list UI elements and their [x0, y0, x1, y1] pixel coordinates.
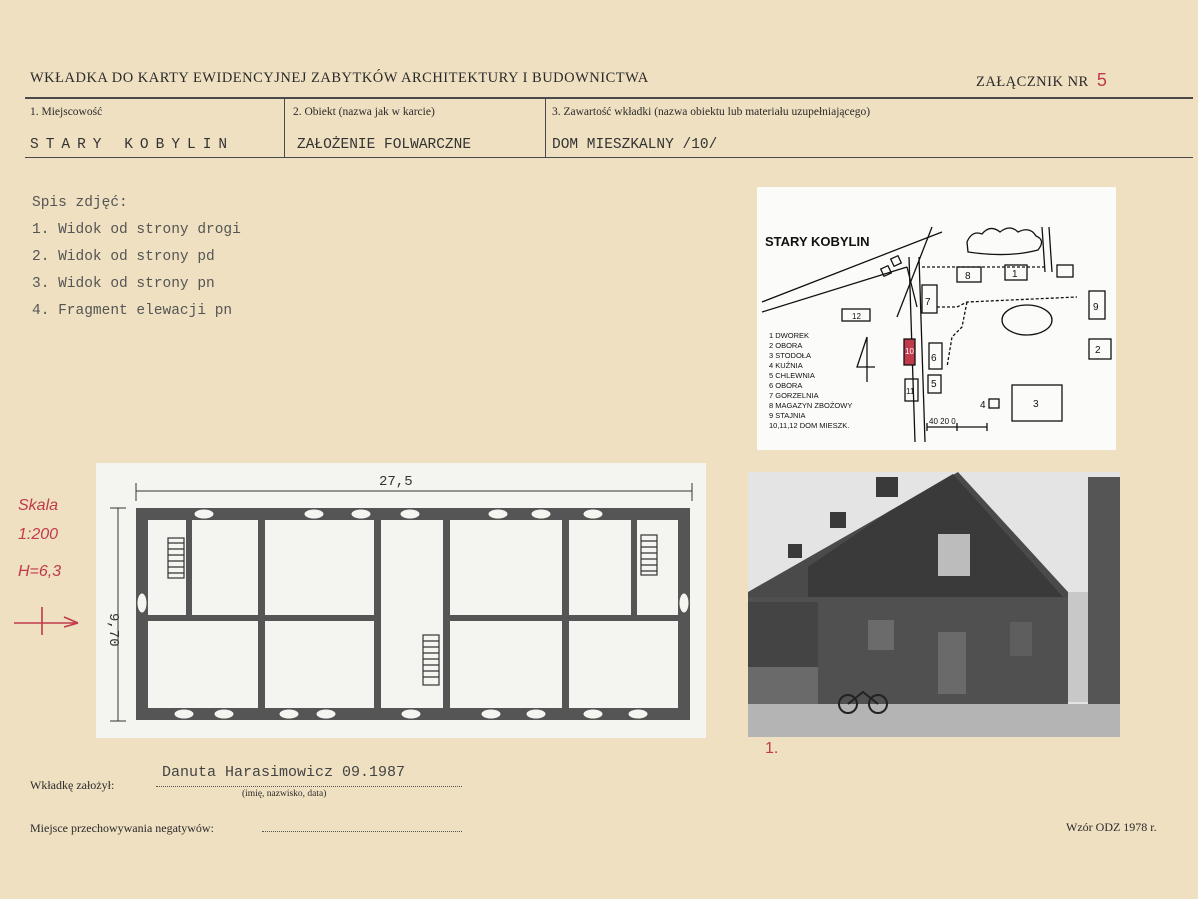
- author-label: Wkładkę założył:: [30, 778, 115, 792]
- site-plan: [757, 187, 1116, 450]
- photo-list-item: 3. Widok od strony pn: [32, 276, 215, 292]
- width-dimension: 27,5: [379, 474, 413, 490]
- legend-item: 4 KUŹNIA: [769, 361, 803, 370]
- building-photo-image: [748, 472, 1120, 737]
- content-label: 3. Zawartość wkładki (nazwa obiektu lub materiału uzupełniającego): [552, 106, 871, 118]
- legend-item: 7 GORZELNIA: [769, 391, 819, 400]
- author-hint: (imię, nazwisko, data): [242, 789, 327, 799]
- site-plan-scale: 40 20 0: [929, 417, 956, 426]
- legend-item: 8 MAGAZYN ZBOŻOWY: [769, 401, 853, 410]
- photo-list-item: 2. Widok od strony pd: [32, 249, 215, 265]
- depth-dimension: 9,70: [105, 613, 121, 647]
- header-rule: [25, 97, 1193, 99]
- object-value: ZAŁOŻENIE FOLWARCZNE: [297, 137, 472, 153]
- negatives-label: Miejsce przechowywania negatywów:: [30, 821, 214, 835]
- building-photo: [748, 472, 1120, 737]
- negatives-line: [262, 831, 462, 832]
- legend-item: 3 STODOŁA: [769, 351, 811, 360]
- svg-text:7: 7: [925, 297, 931, 308]
- svg-text:5: 5: [931, 379, 937, 390]
- attachment-header: [976, 70, 1107, 91]
- photo-caption: 1.: [765, 740, 779, 757]
- site-plan-drawing: [757, 187, 1116, 450]
- field-divider-2: [545, 99, 546, 157]
- fields-rule: [25, 157, 1193, 158]
- legend-item: 10,11,12 DOM MIESZK.: [769, 421, 850, 430]
- scale-label: Skala: [18, 497, 59, 514]
- author-value: Danuta Harasimowicz 09.1987: [162, 764, 406, 781]
- photo-list: [32, 190, 241, 325]
- svg-text:11: 11: [906, 387, 915, 396]
- content-value: DOM MIESZKALNY /10/: [552, 137, 718, 153]
- scale-value: 1:200: [18, 526, 59, 543]
- card-title: WKŁADKA DO KARTY EWIDENCYJNEJ ZABYTKÓW ARCHITEKTURY I BUDOWNICTWA: [30, 70, 649, 86]
- svg-text:2: 2: [1095, 345, 1101, 356]
- legend-item: 6 OBORA: [769, 381, 803, 390]
- svg-text:8: 8: [965, 271, 971, 282]
- floor-plan-drawing: [96, 463, 706, 738]
- locality-value: STARY KOBYLIN: [30, 137, 235, 153]
- site-plan-legend: [769, 331, 852, 430]
- legend-item: 2 OBORA: [769, 341, 803, 350]
- photo-list-item: 1. Widok od strony drogi: [32, 222, 241, 238]
- field-divider-1: [284, 99, 285, 157]
- svg-text:1: 1: [1012, 269, 1018, 280]
- svg-text:10: 10: [905, 347, 914, 356]
- svg-text:12: 12: [852, 312, 861, 321]
- svg-text:6: 6: [931, 353, 937, 364]
- author-line: [156, 786, 462, 787]
- svg-text:3: 3: [1033, 399, 1039, 410]
- site-plan-title: STARY KOBYLIN: [765, 234, 870, 249]
- legend-item: 5 CHLEWNIA: [769, 371, 815, 380]
- form-id: Wzór ODZ 1978 r.: [1066, 820, 1157, 834]
- object-label: 2. Obiekt (nazwa jak w karcie): [293, 106, 435, 118]
- north-arrow-icon: [12, 605, 82, 637]
- svg-text:4: 4: [980, 400, 986, 411]
- photo-list-heading: Spis zdjęć:: [32, 195, 128, 211]
- attachment-number: 5: [1096, 70, 1108, 90]
- svg-text:9: 9: [1093, 302, 1099, 313]
- height-value: H=6,3: [18, 563, 62, 580]
- legend-item: 1 DWOREK: [769, 331, 810, 340]
- locality-label: 1. Miejscowość: [30, 106, 103, 118]
- attachment-label: ZAŁĄCZNIK NR: [976, 74, 1089, 90]
- legend-item: 9 STAJNIA: [769, 411, 806, 420]
- floor-plan: [96, 463, 706, 738]
- photo-list-item: 4. Fragment elewacji pn: [32, 303, 233, 319]
